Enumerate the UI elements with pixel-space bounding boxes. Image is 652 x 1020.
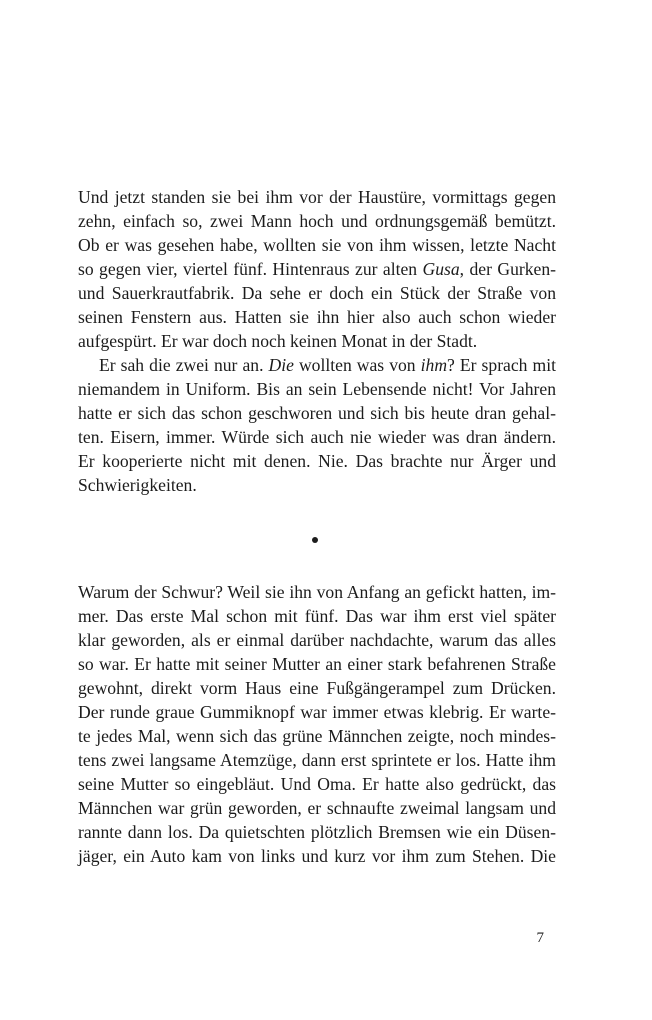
text-line: hatte er sich das schon geschworen und sich bis heute dran gehal-	[78, 403, 556, 423]
text-line: so war. Er hatte mit seiner Mutter an einer stark befahrenen Straße	[78, 654, 556, 674]
text-run: wollten was von	[293, 355, 421, 375]
text-line	[99, 353, 556, 377]
page-number: 7	[536, 930, 544, 946]
text-line	[78, 257, 556, 281]
text-line: Er kooperierte nicht mit denen. Nie. Das brachte nur Ärger und	[78, 451, 556, 471]
italic-text: Gusa	[422, 259, 460, 279]
text-line: Und jetzt standen sie bei ihm vor der Haustüre, vormittags gegen	[78, 187, 556, 207]
text-line: ten. Eisern, immer. Würde sich auch nie wieder was dran ändern.	[78, 427, 556, 447]
text-line: klar geworden, als er einmal darüber nachdachte, warum das alles	[78, 630, 556, 650]
text-line: rannte dann los. Da quietschten plötzlich Bremsen wie ein Düsen-	[78, 822, 556, 842]
text-line: Männchen war grün geworden, er schnaufte zweimal langsam und	[78, 798, 556, 818]
text-line: Schwierigkeiten.	[78, 475, 197, 495]
text-run: ? Er sprach mit	[447, 355, 556, 375]
text-line: seinen Fenstern aus. Hatten sie ihn hier also auch schon wieder	[78, 307, 556, 327]
text-line: aufgespürt. Er war doch noch keinen Monat in der Stadt.	[78, 331, 478, 351]
text-line: mer. Das erste Mal schon mit fünf. Das war ihm erst viel später	[78, 606, 556, 626]
section-break-dot	[312, 537, 318, 543]
text-line: seine Mutter so eingebläut. Und Oma. Er hatte also gedrückt, das	[78, 774, 556, 794]
text-line: Ob er was gesehen habe, wollten sie von ihm wissen, letzte Nacht	[78, 235, 556, 255]
text-line: gewohnt, direkt vorm Haus eine Fußgängerampel zum Drücken.	[78, 678, 556, 698]
text-line: niemandem in Uniform. Bis an sein Lebensende nicht! Vor Jahren	[78, 379, 556, 399]
italic-text: ihm	[420, 355, 448, 375]
text-line: und Sauerkrautfabrik. Da sehe er doch ein Stück der Straße von	[78, 283, 556, 303]
text-line: jäger, ein Auto kam von links und kurz vor ihm zum Stehen. Die	[78, 846, 556, 866]
text-run: , der Gurken-	[459, 259, 556, 279]
text-line: tens zwei langsame Atemzüge, dann erst sprintete er los. Hatte ihm	[78, 750, 556, 770]
text-line: Warum der Schwur? Weil sie ihn von Anfang an gefickt hatten, im-	[78, 582, 556, 602]
text-line: te jedes Mal, wenn sich das grüne Männchen zeigte, noch mindes-	[78, 726, 556, 746]
text-line: zehn, einfach so, zwei Mann hoch und ordnungsgemäß bemützt.	[78, 211, 556, 231]
text-line: Der runde graue Gummiknopf war immer etwas klebrig. Er warte-	[78, 702, 556, 722]
italic-text: Die	[268, 355, 294, 375]
text-run: Er sah die zwei nur an.	[99, 355, 269, 375]
text-run: so gegen vier, viertel fünf. Hintenraus zur alten	[78, 259, 423, 279]
